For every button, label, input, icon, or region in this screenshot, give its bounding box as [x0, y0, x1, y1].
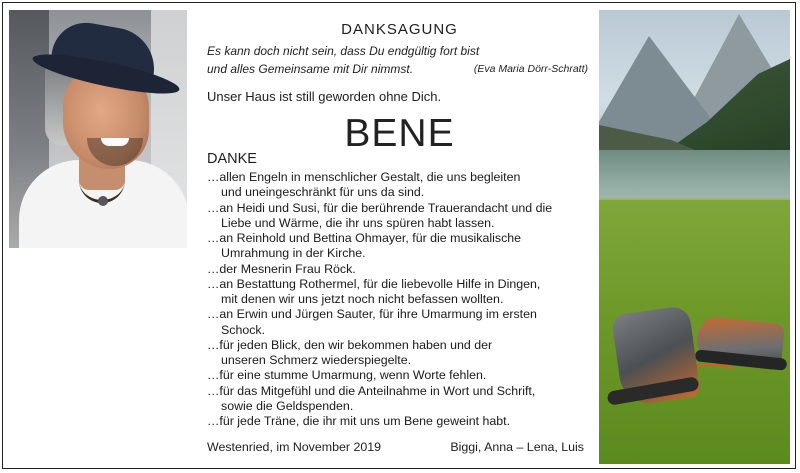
thanks-item [207, 307, 552, 338]
portrait-photo [9, 10, 187, 248]
thanks-item-line: …an Bestattung Rothermel, für die liebevolle Hilfe in Dingen, [207, 276, 541, 291]
place-date: Westenried, im November 2019 [207, 440, 382, 454]
thanks-item-continuation: Umrahmung in der Kirche. [221, 246, 366, 261]
thanks-item [207, 384, 552, 415]
thanks-item-line: …der Mesnerin Frau Röck. [207, 261, 356, 276]
thanks-item-line: …für eine stumme Umarmung, wenn Worte fehlen. [207, 368, 487, 383]
thanks-item [207, 170, 552, 201]
thanks-item [207, 277, 552, 308]
thanks-item-continuation: Schock. [221, 322, 266, 337]
thanks-item-line: …für das Mitgefühl und die Anteilnahme in Wort und Schrift, [207, 383, 536, 398]
thanks-item-line: …an Reinhold und Bettina Ohmayer, für die musikalische [207, 231, 522, 245]
thanks-item-continuation: sowie die Geldspenden. [221, 398, 354, 413]
signatures: Biggi, Anna – Lena, Luis [450, 440, 584, 454]
quote-line-1: Es kann doch nicht sein, dass Du endgültig fort bist [207, 44, 480, 58]
thanks-item [207, 262, 552, 277]
deceased-name: BENE [344, 112, 455, 155]
thanks-item-line: …an Heidi und Susi, für die berührende Trauerandacht und die [207, 200, 553, 215]
thanks-item-continuation: mit denen wir uns jetzt noch nicht befassen wollten. [221, 292, 504, 306]
thanks-item-line: …an Erwin und Jürgen Sauter, für ihre Umarmung im ersten [207, 307, 537, 322]
thanks-item-continuation: unseren Schmerz wiederspiegelte. [221, 353, 412, 367]
thanks-heading: DANKE [207, 151, 257, 167]
thanks-item [207, 231, 552, 262]
thanks-item-line: …für jeden Blick, den wir bekommen haben und der [207, 337, 493, 352]
thanks-item [207, 338, 552, 369]
quote-line-2: und alles Gemeinsame mit Dir nimmst. [207, 62, 414, 76]
thanks-item-line: …für jede Träne, die ihr mit uns um Bene geweint habt. [207, 414, 511, 428]
thanks-list [207, 170, 552, 429]
thanks-item [207, 201, 552, 232]
thanks-item [207, 368, 552, 383]
thanks-item-continuation: Liebe und Wärme, die ihr uns spüren habt lassen. [221, 215, 495, 230]
heading: DANKSAGUNG [341, 21, 458, 38]
thanks-item [207, 414, 552, 429]
quote-author: (Eva Maria Dörr-Schratt) [473, 63, 588, 75]
intro-text: Unser Haus ist still geworden ohne Dich. [207, 89, 442, 104]
thanks-item-continuation: und uneingeschränkt für uns da sind. [221, 185, 425, 200]
landscape-photo [599, 10, 790, 464]
thanks-item-line: …allen Engeln in menschlicher Gestalt, die uns begleiten [207, 170, 521, 184]
